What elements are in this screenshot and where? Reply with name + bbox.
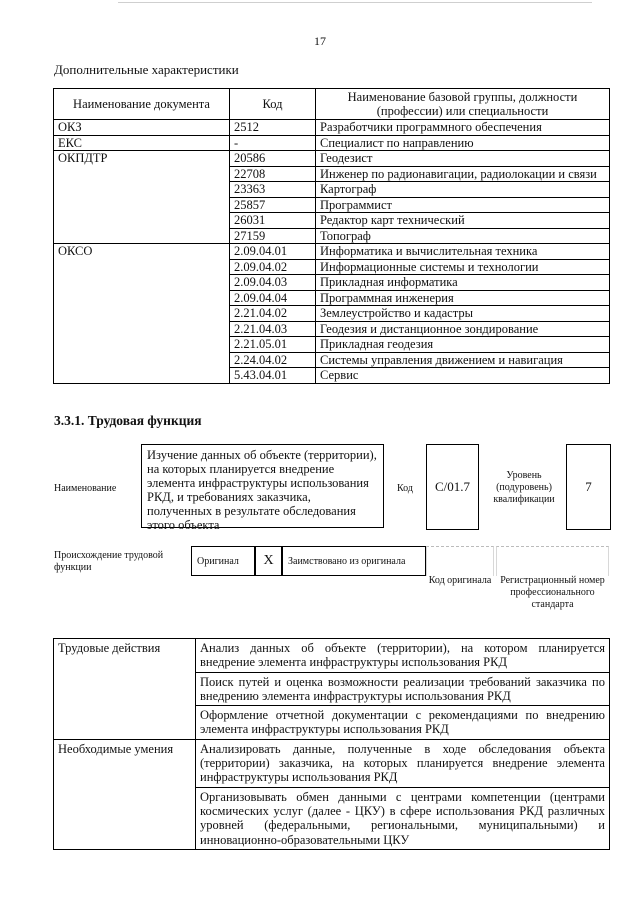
name-cell: Специалист по направлению	[316, 135, 610, 151]
labor-function-title: 3.3.1. Трудовая функция	[54, 413, 202, 428]
code-cell: 2512	[230, 120, 316, 136]
name-cell: Инженер по радионавигации, радиолокации и связи	[316, 166, 610, 182]
table-row	[54, 259, 610, 275]
name-cell: Землеустройство и кадастры	[316, 306, 610, 322]
table-row	[54, 290, 610, 306]
name-cell: Прикладная информатика	[316, 275, 610, 291]
name-cell: Картограф	[316, 182, 610, 198]
header-name: Наименование базовой группы, должности (профессии) или специальности	[316, 89, 610, 120]
doc-cell	[54, 368, 230, 384]
name-cell: Разработчики программного обеспечения	[316, 120, 610, 136]
origin-original: Оригинал	[191, 546, 255, 576]
name-cell: Топограф	[316, 228, 610, 244]
code-cell: 27159	[230, 228, 316, 244]
code-cell: 2.21.04.03	[230, 321, 316, 337]
code-cell: -	[230, 135, 316, 151]
code-cell: 23363	[230, 182, 316, 198]
row-group-label-continued	[54, 787, 196, 849]
table-row	[54, 182, 610, 198]
labor-item-text: Организовывать обмен данными с центрами компетенции (центрами космических услуг (далее - ЦКУ) в сфере использования РКД различных уровней (федеральными, региональными, муниципальными) и инновационно-образовательными ЦКУ	[196, 787, 610, 849]
table-row	[54, 197, 610, 213]
header-code: Код	[230, 89, 316, 120]
name-cell: Геодезист	[316, 151, 610, 167]
table-row	[54, 228, 610, 244]
doc-cell	[54, 213, 230, 229]
name-cell: Редактор карт технический	[316, 213, 610, 229]
code-cell: 25857	[230, 197, 316, 213]
name-cell: Информатика и вычислительная техника	[316, 244, 610, 260]
table-row	[54, 120, 610, 136]
qualification-level-label: Уровень (подуровень) квалификации	[493, 470, 555, 505]
name-cell: Прикладная геодезия	[316, 337, 610, 353]
doc-cell: ОКПДТР	[54, 151, 230, 167]
table-row	[54, 672, 610, 706]
name-label: Наименование	[54, 483, 117, 494]
doc-cell	[54, 197, 230, 213]
doc-cell	[54, 259, 230, 275]
table-row	[54, 352, 610, 368]
code-cell: 2.21.05.01	[230, 337, 316, 353]
row-group-label-continued	[54, 672, 196, 706]
table-row	[54, 639, 610, 673]
table-header-row	[54, 89, 610, 120]
table-row	[54, 739, 610, 787]
function-name-box: Изучение данных об объекте (территории), на которых планируется внедрение элемента инфраструктуры использования РКД, и требованиях заказчика, полученных в результате обследования этого объекта	[141, 444, 384, 528]
function-code: С/01.7	[426, 444, 479, 530]
table-row	[54, 166, 610, 182]
origin-borrowed: Заимствовано из оригинала	[282, 546, 426, 576]
doc-cell	[54, 306, 230, 322]
doc-cell	[54, 290, 230, 306]
table-row	[54, 337, 610, 353]
table-row	[54, 321, 610, 337]
origin-mark: X	[255, 546, 282, 576]
code-cell: 2.09.04.04	[230, 290, 316, 306]
code-cell: 2.21.04.02	[230, 306, 316, 322]
code-cell: 2.24.04.02	[230, 352, 316, 368]
table-row	[54, 151, 610, 167]
code-cell: 22708	[230, 166, 316, 182]
labor-item-text: Оформление отчетной документации с рекомендациями по внедрению элемента инфраструктуры использования РКД	[196, 706, 610, 740]
registration-number-caption: Регистрационный номер профессионального стандарта	[500, 575, 605, 610]
table-row	[54, 275, 610, 291]
code-cell: 2.09.04.02	[230, 259, 316, 275]
code-cell: 2.09.04.03	[230, 275, 316, 291]
characteristics-table	[53, 88, 610, 384]
name-cell: Программная инженерия	[316, 290, 610, 306]
page-number: 17	[314, 34, 326, 48]
table-row	[54, 306, 610, 322]
table-row	[54, 706, 610, 740]
doc-cell	[54, 321, 230, 337]
origin-label: Происхождение трудовой функции	[54, 550, 164, 573]
header-doc: Наименование документа	[54, 89, 230, 120]
row-group-label: Необходимые умения	[54, 739, 196, 787]
name-cell: Системы управления движением и навигация	[316, 352, 610, 368]
doc-cell: ОКЗ	[54, 120, 230, 136]
original-code-caption: Код оригинала	[428, 575, 492, 586]
table-row	[54, 244, 610, 260]
row-group-label-continued	[54, 706, 196, 740]
name-cell: Информационные системы и технологии	[316, 259, 610, 275]
doc-cell	[54, 166, 230, 182]
name-cell: Программист	[316, 197, 610, 213]
code-cell: 2.09.04.01	[230, 244, 316, 260]
code-cell: 26031	[230, 213, 316, 229]
table-row	[54, 368, 610, 384]
code-label: Код	[397, 483, 413, 494]
doc-cell	[54, 352, 230, 368]
labor-table	[53, 638, 610, 850]
qualification-level-value: 7	[566, 444, 611, 530]
labor-item-text: Анализировать данные, полученные в ходе обследования объекта (территории) заказчика, на которых планируется внедрение элемента инфраструктуры использования РКД	[196, 739, 610, 787]
name-cell: Сервис	[316, 368, 610, 384]
table-row	[54, 135, 610, 151]
code-cell: 5.43.04.01	[230, 368, 316, 384]
doc-cell	[54, 275, 230, 291]
section-subtitle: Дополнительные характеристики	[54, 62, 239, 77]
doc-cell: ЕКС	[54, 135, 230, 151]
original-code-box	[426, 546, 494, 576]
labor-item-text: Анализ данных об объекте (территории), на котором планируется внедрение элемента инфраструктуры использования РКД	[196, 639, 610, 673]
doc-cell	[54, 182, 230, 198]
origin-row	[191, 546, 426, 576]
doc-cell	[54, 228, 230, 244]
table-row	[54, 213, 610, 229]
code-cell: 20586	[230, 151, 316, 167]
name-cell: Геодезия и дистанционное зондирование	[316, 321, 610, 337]
registration-number-box	[496, 546, 609, 576]
labor-item-text: Поиск путей и оценка возможности реализации требований заказчика по внедрению элемента инфраструктуры использования РКД	[196, 672, 610, 706]
row-group-label: Трудовые действия	[54, 639, 196, 673]
top-divider	[118, 2, 592, 3]
doc-cell: ОКСО	[54, 244, 230, 260]
table-row	[54, 787, 610, 849]
doc-cell	[54, 337, 230, 353]
